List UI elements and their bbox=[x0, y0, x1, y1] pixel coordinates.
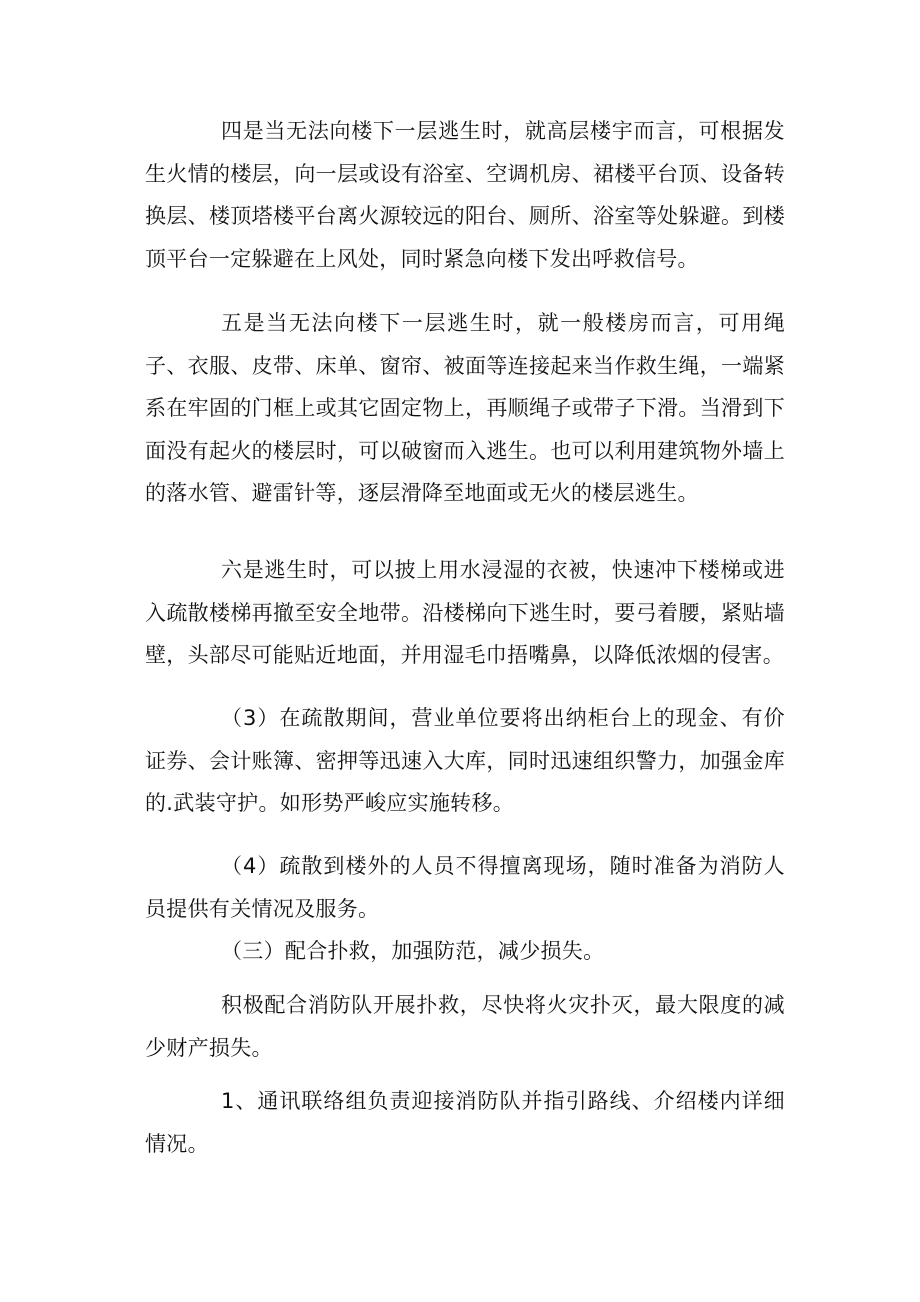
paragraph-6-stairs-escape: 六是逃生时，可以披上用水浸湿的衣被，快速冲下楼梯或进入疏散楼梯再撤至安全地带。沿楼梯向下逃生时，要弓着腰，紧贴墙壁，头部尽可能贴近地面，并用湿毛巾捂嘴鼻，以降低浓烟的侵害。 bbox=[145, 558, 785, 667]
paragraph-item-1-communication: 1、通讯联络组负责迎接消防队并指引路线、介绍楼内详细情况。 bbox=[145, 1089, 785, 1156]
section-heading-3: （三）配合扑救，加强防范，减少损失。 bbox=[221, 939, 605, 963]
paragraph-item-3-cash-protection: （3）在疏散期间，营业单位要将出纳柜台上的现金、有价证券、会计账簿、密押等迅速入大库，同时迅速组织警力，加强金库的.武装守护。如形势严峻应实施转移。 bbox=[145, 706, 785, 815]
paragraph-5-rope-escape: 五是当无法向楼下一层逃生时，就一般楼房而言，可用绳子、衣服、皮带、床单、窗帘、被面等连接起来当作救生绳，一端紧系在牢固的门框上或其它固定物上，再顺绳子或带子下滑。当滑到下面没有起火的楼层时，可以破窗而入逃生。也可以利用建筑物外墙上的落水管、避雷针等，逐层滑降至地面或无火的楼层逃生。 bbox=[145, 311, 785, 505]
paragraph-cooperate-firefighting: 积极配合消防队开展扑救，尽快将火灾扑灭，最大限度的减少财产损失。 bbox=[145, 993, 785, 1060]
paragraph-item-4-evacuees: （4）疏散到楼外的人员不得擅离现场，随时准备为消防人员提供有关情况及服务。 bbox=[145, 854, 785, 921]
paragraph-4-high-rise-escape: 四是当无法向楼下一层逃生时，就高层楼宇而言，可根据发生火情的楼层，向一层或设有浴室、空调机房、裙楼平台顶、设备转换层、楼顶塔楼平台离火源较远的阳台、厕所、浴室等处躲避。到楼顶平台一定躲避在上风处，同时紧急向楼下发出呼救信号。 bbox=[145, 119, 785, 271]
